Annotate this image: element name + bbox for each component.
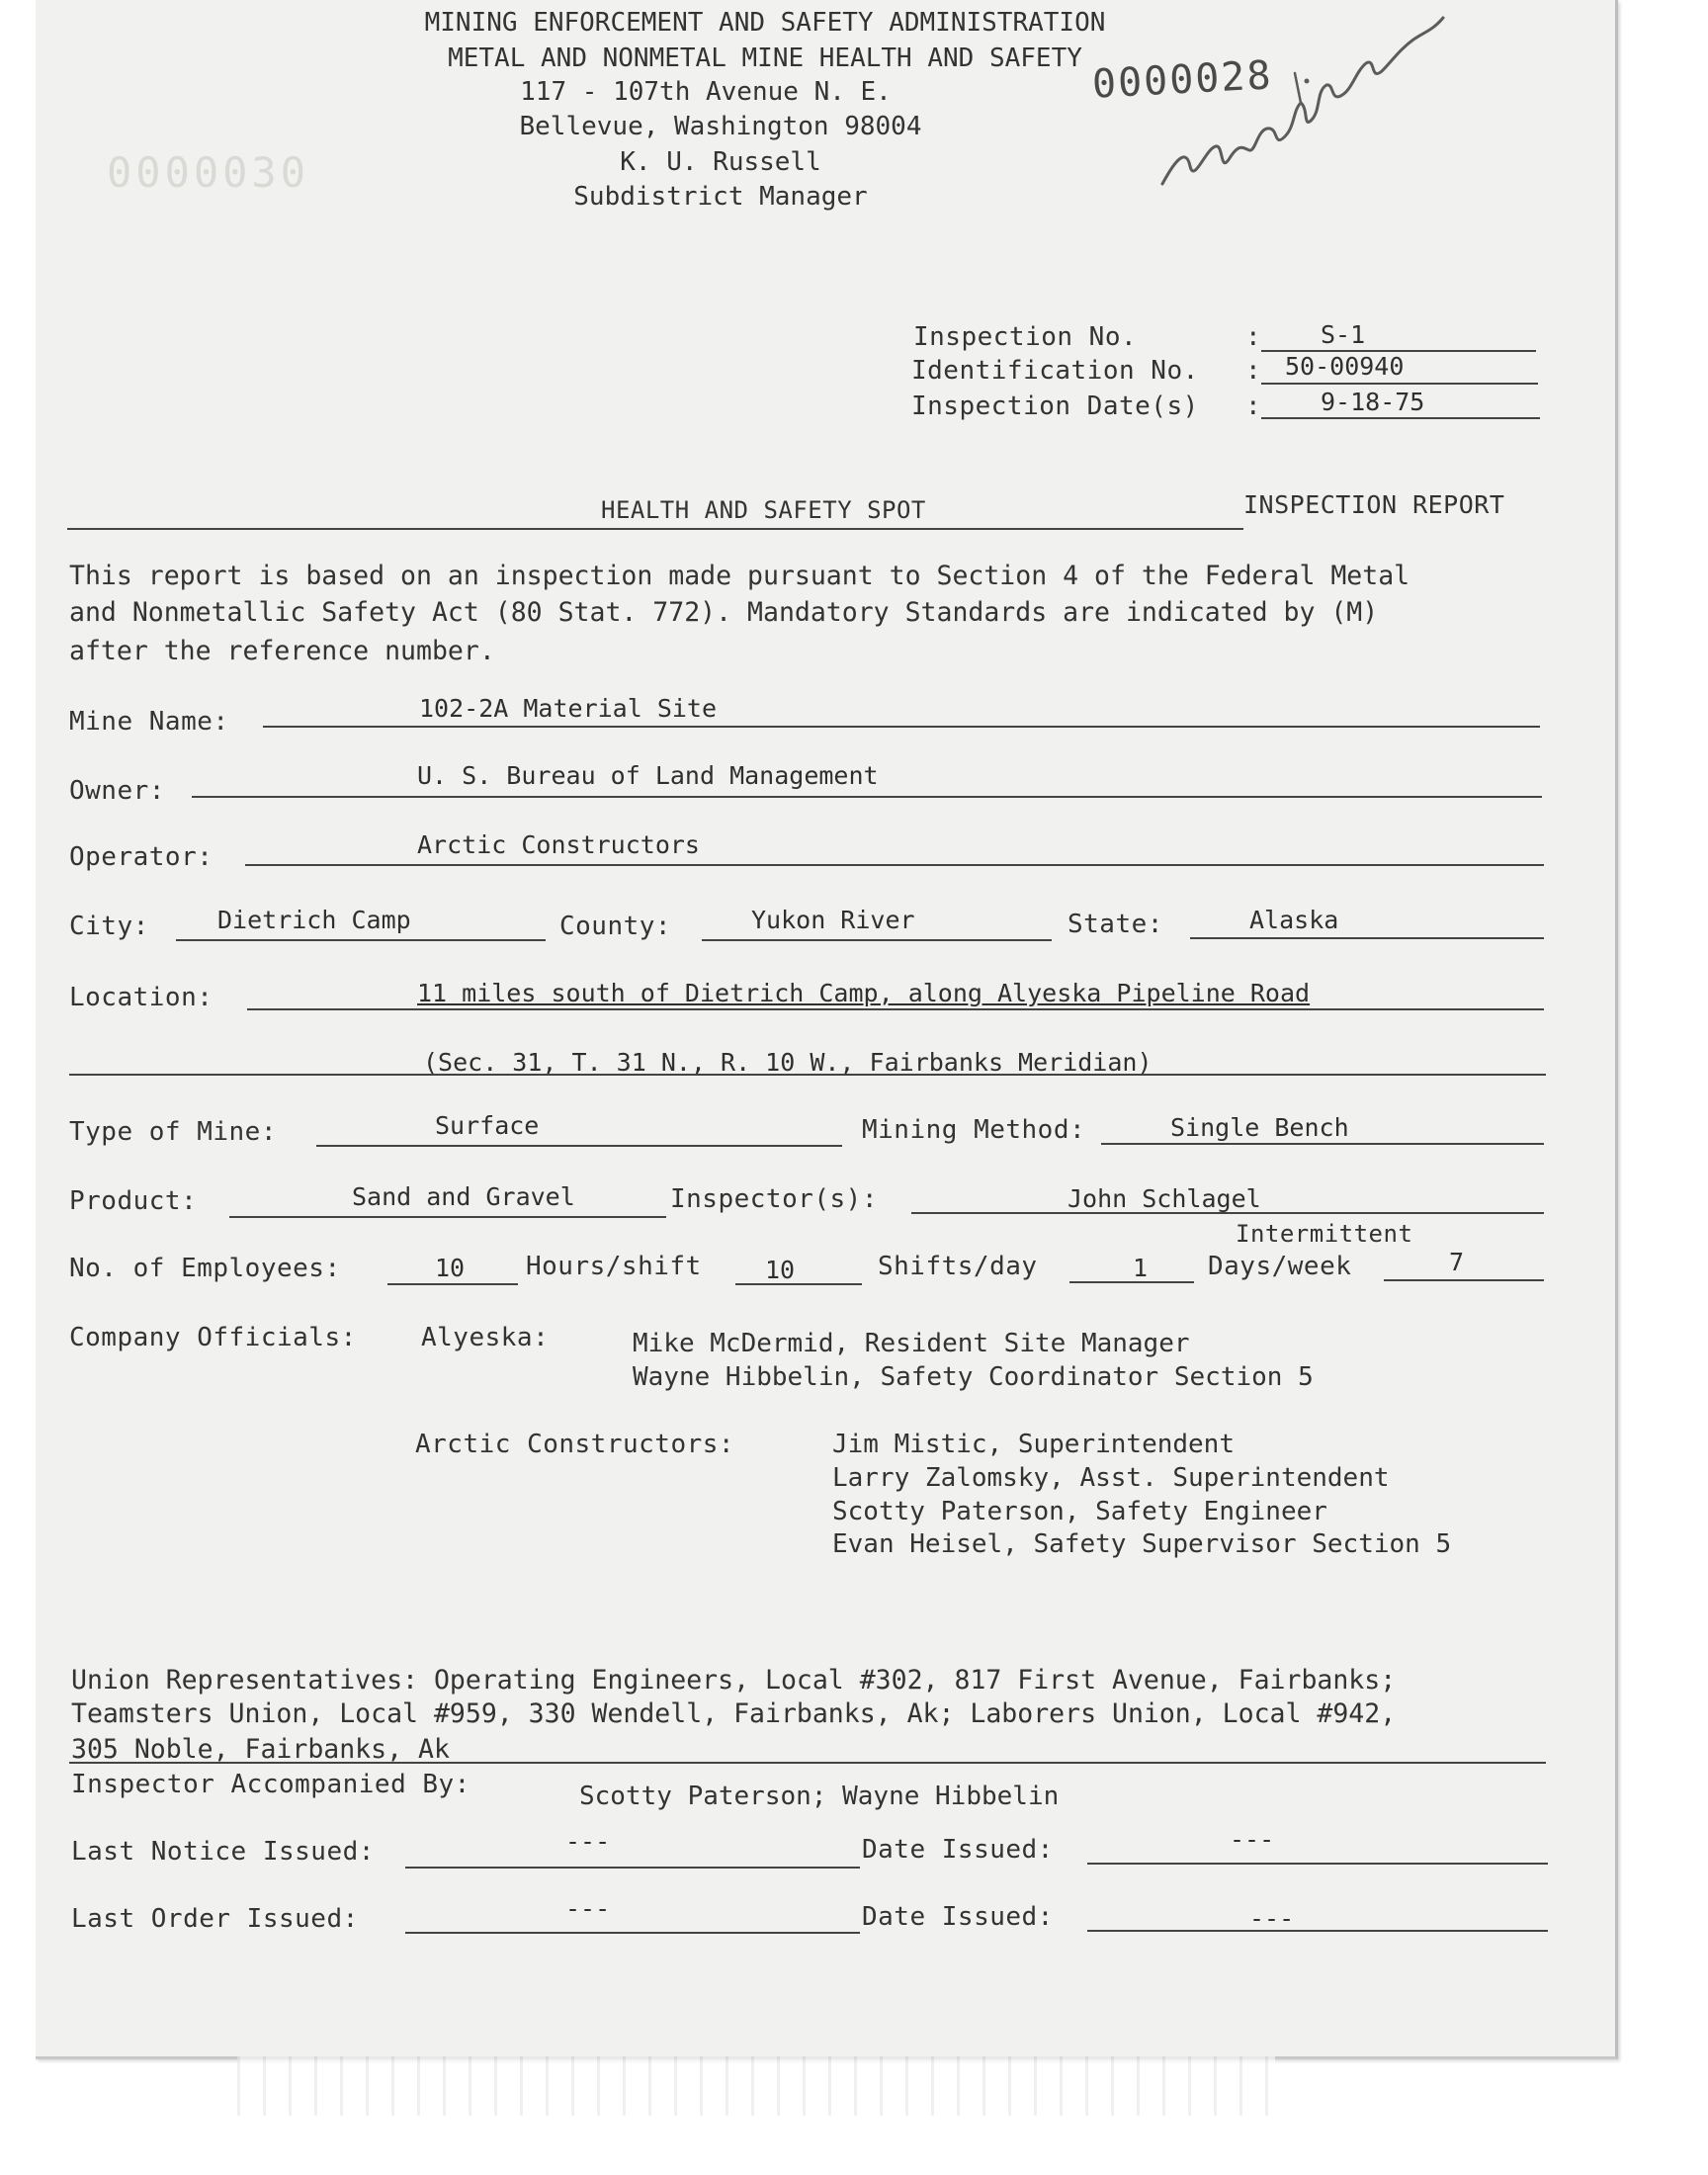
order-date-label: Date Issued: bbox=[862, 1902, 1054, 1932]
type-of-mine-line bbox=[316, 1145, 842, 1147]
header-line-2: METAL AND NONMETAL MINE HEALTH AND SAFETY bbox=[448, 44, 1082, 73]
mining-method-label: Mining Method: bbox=[862, 1115, 1086, 1145]
location-line-1 bbox=[247, 1008, 1544, 1010]
alyeska-official-1: Mike McDermid, Resident Site Manager bbox=[633, 1329, 1190, 1358]
header-line-6: Subdistrict Manager bbox=[573, 182, 868, 212]
type-of-mine-value: Surface bbox=[435, 1111, 540, 1140]
notice-date-value: --- bbox=[1230, 1825, 1275, 1854]
report-title-right: INSPECTION REPORT bbox=[1243, 490, 1505, 519]
mining-method-line bbox=[1101, 1143, 1544, 1145]
product-value: Sand and Gravel bbox=[352, 1182, 575, 1211]
operator-line bbox=[245, 864, 1544, 866]
county-line bbox=[702, 939, 1052, 941]
mining-method-value: Single Bench bbox=[1170, 1113, 1349, 1142]
state-value: Alaska bbox=[1249, 906, 1339, 934]
days-week-line bbox=[1384, 1279, 1544, 1281]
identification-no-colon: : bbox=[1245, 356, 1262, 386]
shifts-day-label: Shifts/day bbox=[878, 1252, 1038, 1281]
employees-label: No. of Employees: bbox=[69, 1254, 341, 1283]
inspection-date-colon: : bbox=[1245, 392, 1262, 421]
last-order-label: Last Order Issued: bbox=[71, 1904, 359, 1934]
union-line-2: Teamsters Union, Local #959, 330 Wendell, Fairbanks, Ak; Laborers Union, Local #942, bbox=[71, 1698, 1397, 1729]
city-value: Dietrich Camp bbox=[217, 906, 411, 934]
location-label: Location: bbox=[69, 983, 214, 1012]
identification-no-label: Identification No. bbox=[911, 356, 1199, 386]
shifts-day-value: 1 bbox=[1133, 1254, 1149, 1282]
arctic-official-3: Scotty Paterson, Safety Engineer bbox=[832, 1497, 1327, 1526]
employees-value: 10 bbox=[435, 1254, 466, 1282]
header-line-4: Bellevue, Washington 98004 bbox=[519, 112, 922, 141]
mine-name-value: 102-2A Material Site bbox=[419, 694, 718, 723]
hours-shift-line bbox=[735, 1283, 862, 1285]
identification-no-line bbox=[1261, 383, 1538, 385]
state-label: State: bbox=[1068, 910, 1163, 939]
location-value-line-2: (Sec. 31, T. 31 N., R. 10 W., Fairbanks Meridian) bbox=[423, 1048, 1153, 1077]
employees-line bbox=[387, 1283, 518, 1285]
location-line-2 bbox=[69, 1074, 1546, 1076]
arctic-official-4: Evan Heisel, Safety Supervisor Section 5 bbox=[832, 1529, 1452, 1559]
last-notice-label: Last Notice Issued: bbox=[71, 1837, 375, 1867]
intro-line-1: This report is based on an inspection made pursuant to Section 4 of the Federal Metal bbox=[69, 561, 1410, 591]
accompanied-value: Scotty Paterson; Wayne Hibbelin bbox=[579, 1782, 1060, 1811]
days-week-label: Days/week bbox=[1208, 1252, 1352, 1281]
county-value: Yukon River bbox=[751, 906, 915, 934]
intro-line-2: and Nonmetallic Safety Act (80 Stat. 772). Mandatory Standards are indicated by (M) bbox=[69, 597, 1379, 628]
mine-name-label: Mine Name: bbox=[69, 707, 229, 737]
notice-date-label: Date Issued: bbox=[862, 1835, 1054, 1865]
faint-stamp-number: 0000030 bbox=[107, 148, 310, 197]
hours-shift-label: Hours/shift bbox=[526, 1252, 702, 1281]
report-title-left: HEALTH AND SAFETY SPOT bbox=[601, 496, 926, 524]
last-notice-value: --- bbox=[565, 1827, 611, 1856]
inspector-value: John Schlagel bbox=[1068, 1184, 1261, 1213]
last-notice-line bbox=[405, 1867, 860, 1869]
document-stamp-number: 0000028 bbox=[1090, 52, 1274, 108]
product-line bbox=[229, 1216, 666, 1218]
inspector-line bbox=[911, 1212, 1544, 1214]
notice-date-line bbox=[1087, 1863, 1548, 1865]
inspection-no-colon: : bbox=[1245, 322, 1262, 352]
city-label: City: bbox=[69, 912, 149, 941]
days-note-intermittent: Intermittent bbox=[1236, 1220, 1413, 1248]
shifts-day-line bbox=[1069, 1281, 1194, 1283]
operator-label: Operator: bbox=[69, 842, 214, 872]
operator-value: Arctic Constructors bbox=[417, 830, 700, 859]
owner-line bbox=[192, 796, 1542, 798]
hours-shift-value: 10 bbox=[765, 1256, 796, 1284]
order-date-line bbox=[1087, 1930, 1548, 1932]
last-order-line bbox=[405, 1932, 860, 1934]
inspection-no-label: Inspection No. bbox=[913, 322, 1138, 352]
days-week-value: 7 bbox=[1449, 1248, 1465, 1276]
arctic-constructors-label: Arctic Constructors: bbox=[415, 1430, 735, 1459]
last-order-value: --- bbox=[565, 1894, 611, 1923]
inspection-date-line bbox=[1261, 417, 1540, 419]
header-line-1: MINING ENFORCEMENT AND SAFETY ADMINISTRATION bbox=[424, 8, 1106, 38]
order-date-value: --- bbox=[1249, 1904, 1295, 1933]
arctic-official-1: Jim Mistic, Superintendent bbox=[832, 1430, 1235, 1459]
header-line-3: 117 - 107th Avenue N. E. bbox=[520, 77, 892, 107]
alyeska-official-2: Wayne Hibbelin, Safety Coordinator Section 5 bbox=[633, 1362, 1314, 1392]
product-label: Product: bbox=[69, 1186, 198, 1216]
owner-label: Owner: bbox=[69, 776, 165, 806]
union-line-3: 305 Noble, Fairbanks, Ak bbox=[71, 1734, 450, 1765]
identification-no-value: 50-00940 bbox=[1285, 352, 1405, 381]
state-line bbox=[1190, 937, 1544, 939]
inspection-no-value: S-1 bbox=[1321, 320, 1366, 349]
alyeska-label: Alyeska: bbox=[421, 1323, 550, 1352]
company-officials-label: Company Officials: bbox=[69, 1323, 357, 1352]
mine-name-line bbox=[263, 726, 1540, 728]
inspector-label: Inspector(s): bbox=[670, 1184, 878, 1214]
type-of-mine-label: Type of Mine: bbox=[69, 1117, 277, 1147]
scan-artifact-stripes bbox=[237, 2056, 1275, 2116]
intro-line-3: after the reference number. bbox=[69, 636, 495, 666]
handwritten-signature bbox=[1147, 0, 1463, 208]
union-line-1: Union Representatives: Operating Engineers, Local #302, 817 First Avenue, Fairbanks; bbox=[71, 1665, 1397, 1696]
location-value-line-1: 11 miles south of Dietrich Camp, along Alyeska Pipeline Road bbox=[417, 979, 1311, 1007]
accompanied-label: Inspector Accompanied By: bbox=[71, 1770, 470, 1799]
header-line-5: K. U. Russell bbox=[620, 147, 821, 177]
inspection-date-value: 9-18-75 bbox=[1321, 388, 1425, 416]
report-title-line bbox=[67, 528, 1243, 530]
city-line bbox=[176, 939, 546, 941]
county-label: County: bbox=[559, 912, 672, 941]
arctic-official-2: Larry Zalomsky, Asst. Superintendent bbox=[832, 1463, 1390, 1493]
union-line-underline bbox=[69, 1762, 1546, 1764]
inspection-date-label: Inspection Date(s) bbox=[911, 392, 1199, 421]
owner-value: U. S. Bureau of Land Management bbox=[417, 761, 879, 790]
